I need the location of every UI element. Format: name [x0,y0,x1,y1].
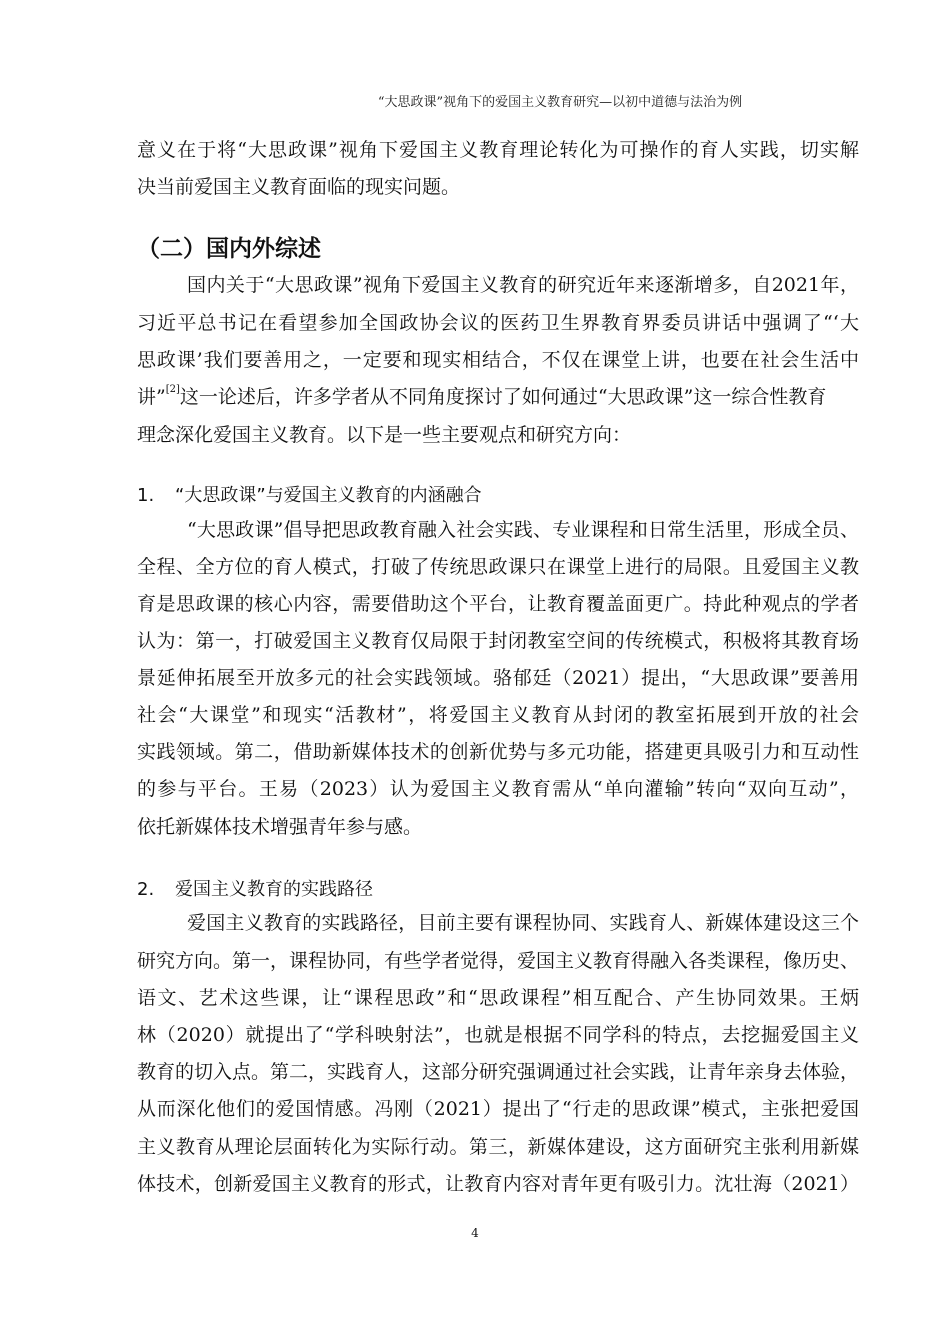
body-line: 体技术，创新爱国主义教育的形式，让教育内容对青年更有吸引力。沈壮海（2021） [137,1173,859,1195]
body-line: 意义在于将“大思政课”视角下爱国主义教育理论转化为可操作的育人实践，切实解 [137,139,859,161]
body-line: 教育的切入点。第二，实践育人，这部分研究强调通过社会实践，让青年亲身去体验， [137,1061,860,1083]
page-number: 4 [471,1226,479,1240]
text-run [137,385,826,409]
body-line: 思政课’我们要善用之，一定要和现实相结合，不仅在课堂上讲，也要在社会生活中 [137,349,859,371]
body-line: 决当前爱国主义教育面临的现实问题。 [137,176,461,198]
body-line: 社会“大课堂”和现实“活教材”，将爱国主义教育从封闭的教室拓展到开放的社会 [137,704,859,726]
body-line: 育是思政课的核心内容，需要借助这个平台，让教育覆盖面更广。持此种观点的学者 [137,593,859,615]
body-line: 国内关于“大思政课”视角下爱国主义教育的研究近年来逐渐增多，自2021年， [187,274,859,296]
body-line [137,385,859,409]
text-run: 讲” [137,386,166,408]
subheading-1 [137,481,482,507]
subheading-title: 爱国主义教育的实践路径 [175,879,373,900]
body-line: 依托新媒体技术增强青年参与感。 [137,816,423,838]
citation-ref[interactable]: [2] [165,384,180,395]
running-header: “大思政课”视角下的爱国主义教育研究—以初中道德与法治为例 [377,95,743,110]
body-line: 主义教育从理论层面转化为实际行动。第三，新媒体建设，这方面研究主张利用新媒 [137,1136,859,1158]
body-line: 理念深化爱国主义教育。以下是一些主要观点和研究方向： [137,424,632,446]
body-line: 爱国主义教育的实践路径，目前主要有课程协同、实践育人、新媒体建设这三个 [187,912,859,934]
body-line: 语文、艺术这些课，让“课程思政”和“思政课程”相互配合、产生协同效果。王炳 [137,987,859,1009]
subheading-2 [137,875,373,901]
subheading-number: 2. [137,879,155,900]
body-line: “大思政课”倡导把思政教育融入社会实践、专业课程和日常生活里，形成全员、 [187,519,859,541]
body-line: 认为：第一，打破爱国主义教育仅局限于封闭教室空间的传统模式，积极将其教育场 [137,630,859,652]
body-line: 的参与平台。王易（2023）认为爱国主义教育需从“单向灌输”转向“双向互动”， [137,778,859,800]
body-line: 习近平总书记在看望参加全国政协会议的医药卫生界教育界委员讲话中强调了“‘大 [137,312,859,334]
subheading-title: “大思政课”与爱国主义教育的内涵融合 [175,485,482,506]
body-line: 实践领域。第二，借助新媒体技术的创新优势与多元功能，搭建更具吸引力和互动性 [137,741,859,763]
body-line: 全程、全方位的育人模式，打破了传统思政课只在课堂上进行的局限。且爱国主义教 [137,556,859,578]
section-heading: （二）国内外综述 [137,236,321,262]
text-run: 这一论述后，许多学者从不同角度探讨了如何通过“大思政课”这一综合性教育 [179,386,827,408]
body-line: 景延伸拓展至开放多元的社会实践领域。骆郁廷（2021）提出，“大思政课”要善用 [137,667,859,689]
body-line: 从而深化他们的爱国情感。冯刚（2021）提出了“行走的思政课”模式，主张把爱国 [137,1098,859,1120]
body-line: 林（2020）就提出了“学科映射法”，也就是根据不同学科的特点，去挖掘爱国主义 [137,1024,859,1046]
subheading-number: 1. [137,485,155,506]
body-line: 研究方向。第一，课程协同，有些学者觉得，爱国主义教育得融入各类课程，像历史、 [137,950,860,972]
